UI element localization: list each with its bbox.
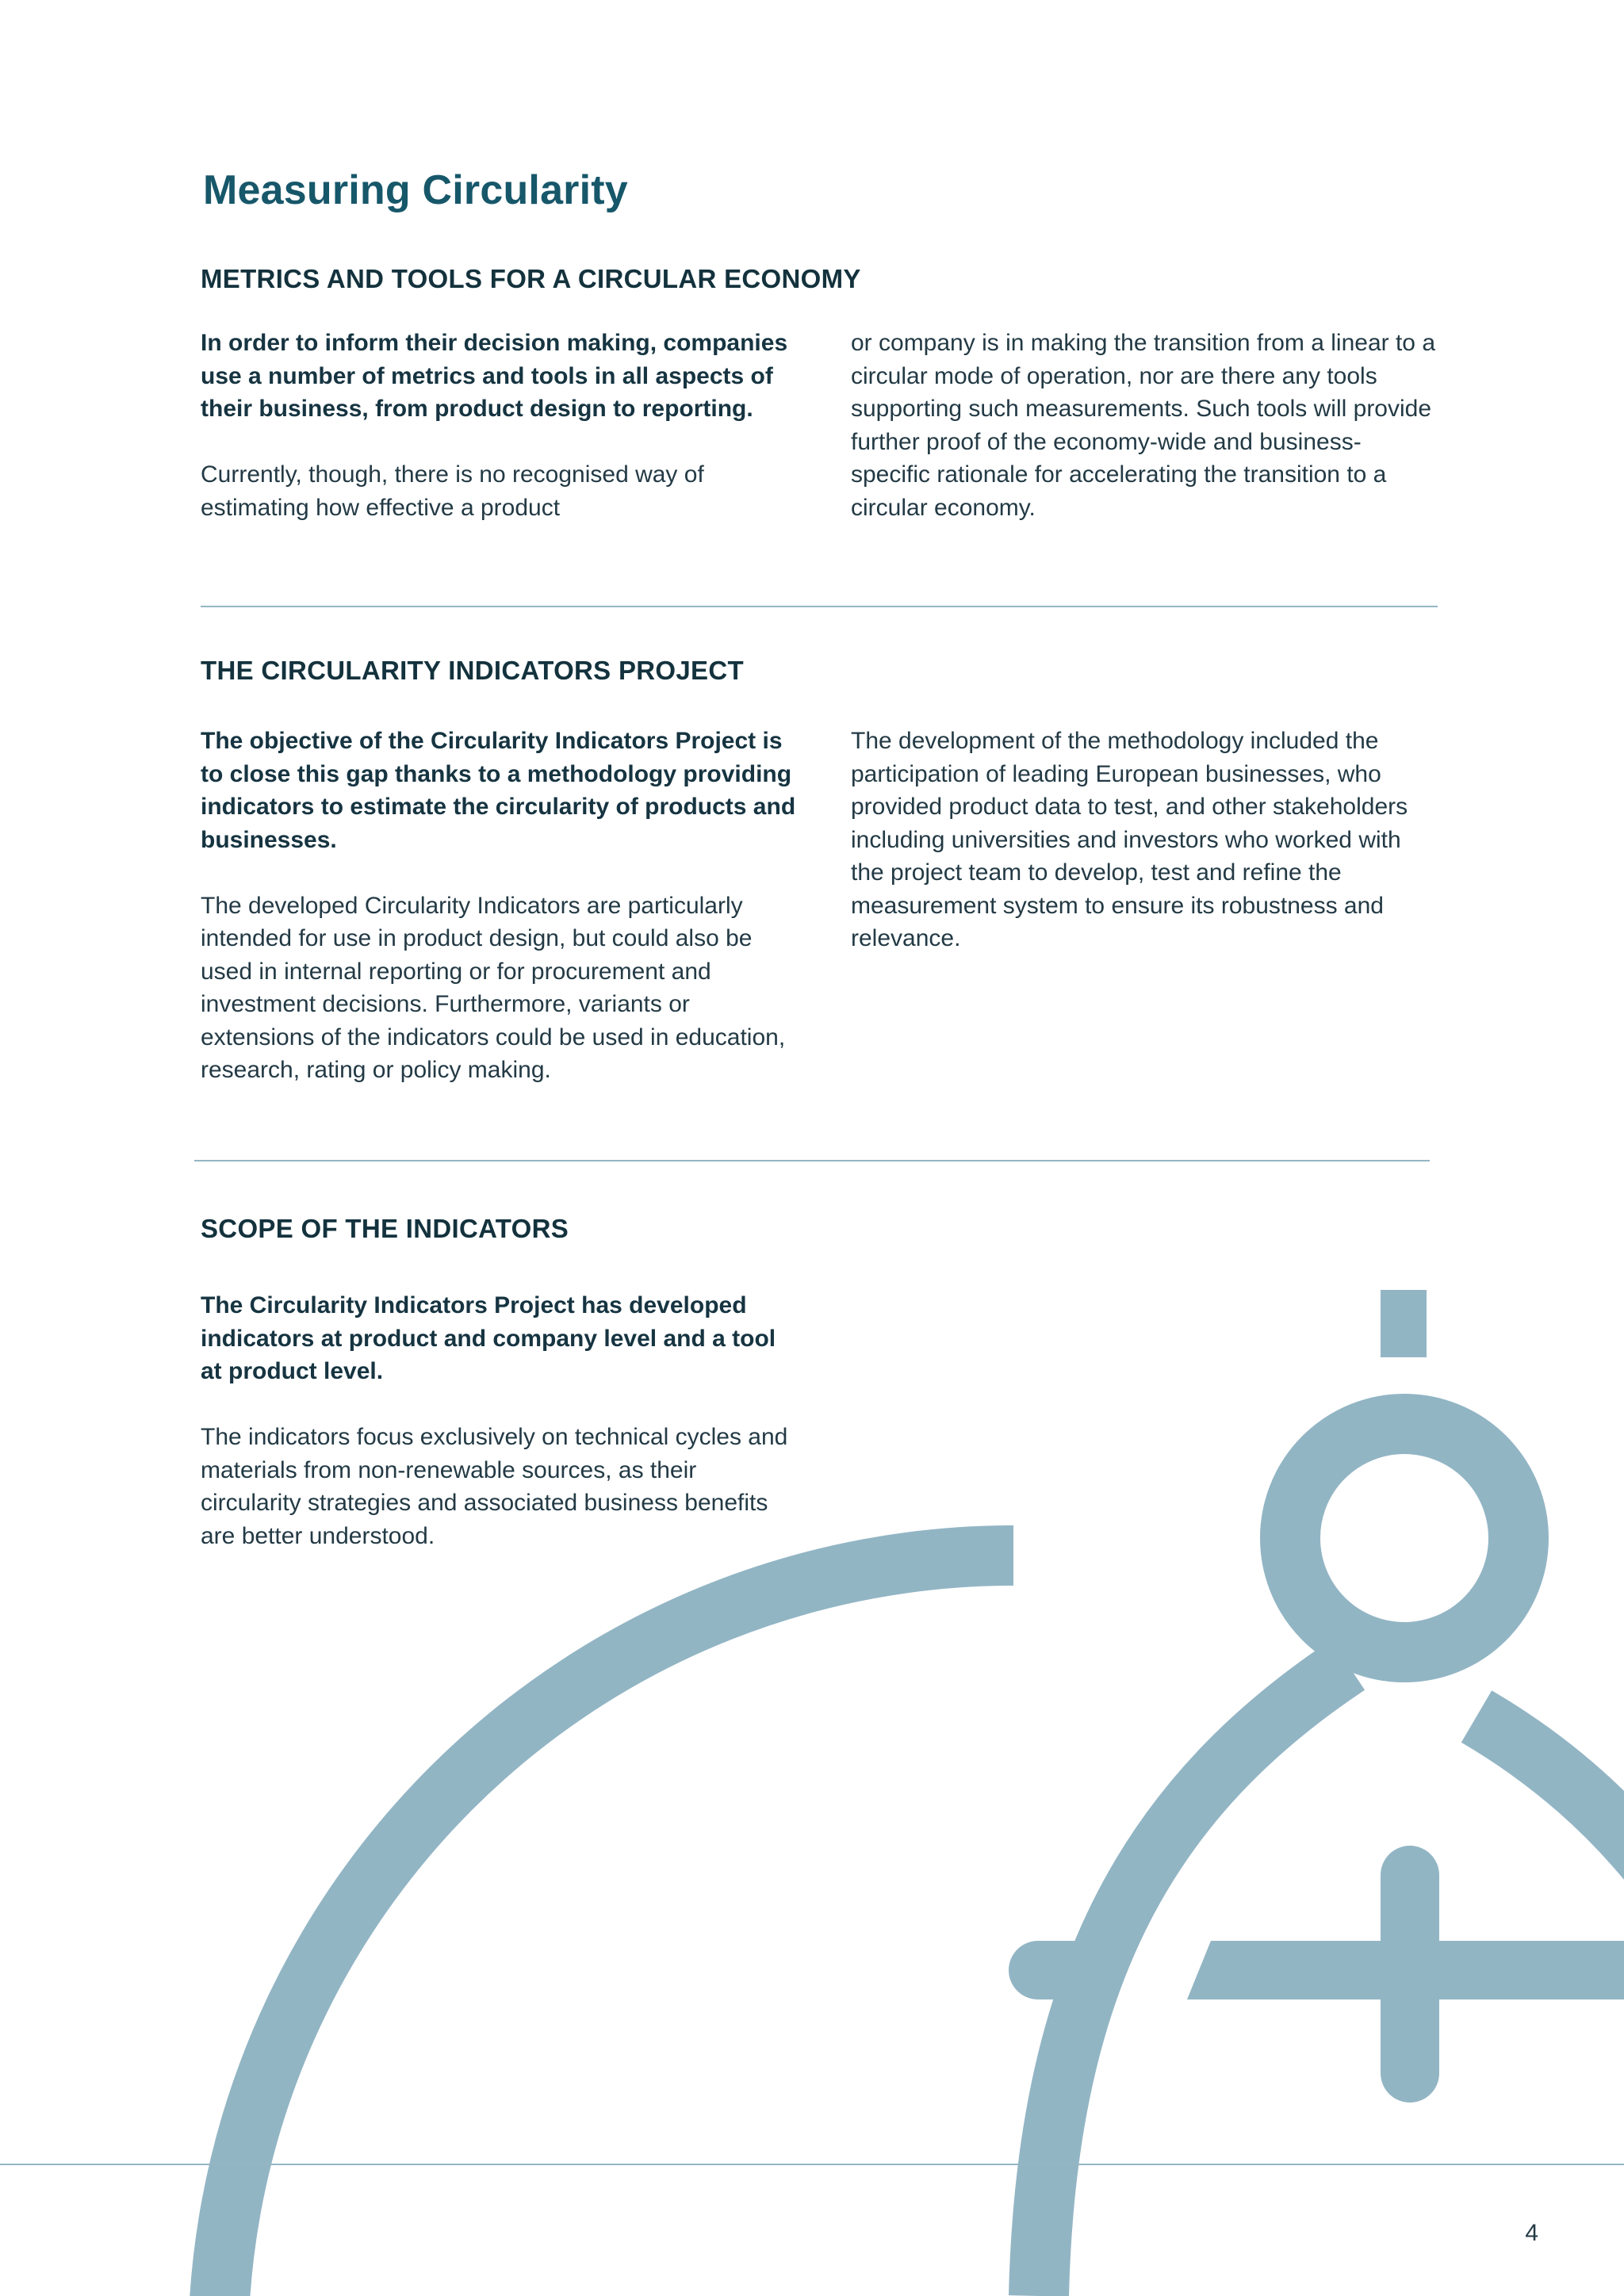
metrics-body-paragraph: Currently, though, there is no recognised way of estimating how effective a product [201,461,704,521]
scope-lead-paragraph: The Circularity Indicators Project has developed indicators at product and company level and a tool at product level. [201,1292,776,1384]
page-title: Measuring Circularity [203,167,628,213]
section-project-left-column [201,725,803,1087]
project-body-paragraph: The developed Circularity Indicators are particularly intended for use in product design, but could also be used in internal reporting or for procurement and investment decisions. Furthermore, variants or extensions of the indicators could be used in education, research, rating or policy making. [201,892,786,1083]
page-number: 4 [1525,2220,1538,2246]
section-heading-project: THE CIRCULARITY INDICATORS PROJECT [201,656,744,685]
metrics-right-paragraph: or company is in making the transition from a linear to a circular mode of operation, nor are there any tools supporting such measurements. Such tools will provide further proof of the economy-wide and business-specific rationale for accelerating the transition to a circular economy. [851,330,1436,521]
metrics-lead-paragraph: In order to inform their decision making, companies use a number of metrics and tools in all aspects of their business, from product design to reporting. [201,330,788,422]
section-scope-left-column [201,1289,803,1552]
right-arc-shape [1477,1716,1624,1863]
section-metrics-right-column [851,327,1438,524]
section-divider [194,1160,1430,1161]
footer-rule [0,2164,1624,2165]
section-project-right-column [851,725,1438,955]
large-arc-shape [218,1556,1013,2296]
section-metrics-left-column [201,327,803,524]
project-right-paragraph: The development of the methodology included the participation of leading European businesses, who provided product data to test, and other stakeholders including universities and investors who worked with the project team to develop, test and refine the measurement system to ensure its robustness and relevance. [851,728,1408,951]
plus-horizontal-right-shape [1187,1941,1624,1999]
section-heading-scope: SCOPE OF THE INDICATORS [201,1214,569,1243]
scope-body-paragraph: The indicators focus exclusively on technical cycles and materials from non-renewable sources, as their circularity strategies and associated business benefits are better understood. [201,1424,788,1549]
ring-shape [1290,1424,1519,1652]
section-heading-metrics: METRICS AND TOOLS FOR A CIRCULAR ECONOMY [201,264,861,293]
project-lead-paragraph: The objective of the Circularity Indicators Project is to close this gap thanks to a methodology providing indicators to estimate the circularity of products and businesses. [201,728,796,853]
section-divider [201,606,1438,607]
